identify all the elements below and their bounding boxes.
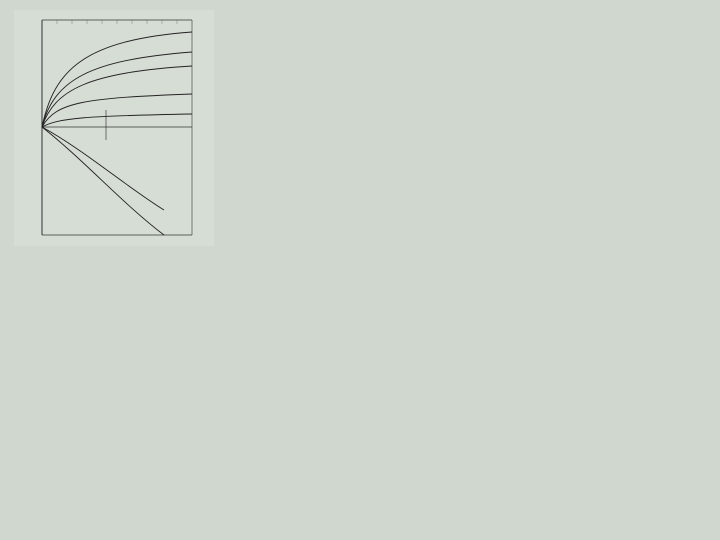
kp-chart (14, 10, 214, 246)
figure-kp-curves (14, 10, 214, 246)
